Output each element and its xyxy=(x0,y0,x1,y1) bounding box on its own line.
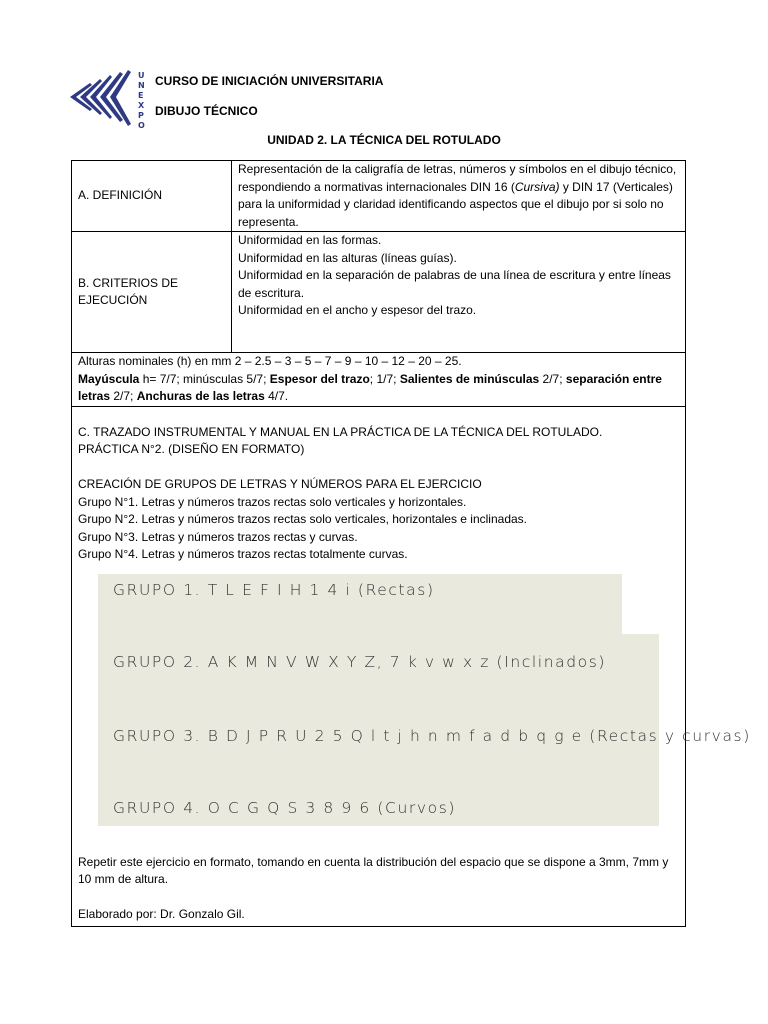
course-title: CURSO DE INICIACIÓN UNIVERSITARIA xyxy=(155,74,384,88)
repeat-instructions: Repetir este ejercicio en formato, tomando en cuenta la distribución del espacio que se dispone a 3mm, 7mm y 10 mm de altura. xyxy=(78,854,669,886)
practice-cell xyxy=(72,406,751,926)
lettering-group-3: GRUPO 3. B D J P R U 2 5 Q l t j h n m f a d b q g e (Rectas y curvas) xyxy=(113,726,751,745)
author-credit: Elaborado por: Dr. Gonzalo Gil. xyxy=(78,907,245,921)
logo-letter-e: E xyxy=(138,91,144,100)
proportion-part: 4/7. xyxy=(264,389,289,403)
group-description: Grupo N°3. Letras y números trazos rectas y curvas. xyxy=(78,529,358,544)
group-description: Grupo N°4. Letras y números trazos rectas totalmente curvas. xyxy=(78,547,408,561)
proportions-line xyxy=(78,371,679,406)
practice-row xyxy=(72,406,686,926)
proportion-part: Salientes de minúsculas xyxy=(399,371,540,386)
proportion-part: 2/7; xyxy=(539,371,566,386)
heights-row xyxy=(72,353,686,407)
criteria-row xyxy=(72,232,686,353)
unexpo-logo xyxy=(68,70,148,130)
proportion-part: 2/7; xyxy=(110,389,137,403)
logo-letter-n: N xyxy=(138,81,145,90)
practice-title: C. TRAZADO INSTRUMENTAL Y MANUAL EN LA PRÁCTICA DE LA TÉCNICA DEL ROTULADO. xyxy=(78,424,603,439)
heights-cell xyxy=(72,353,686,407)
lettering-group-4: GRUPO 4. O C G Q S 3 8 9 6 (Curvos) xyxy=(113,798,457,817)
practice-subtitle: PRÁCTICA N°2. (DISEÑO EN FORMATO) xyxy=(78,442,305,456)
logo-letter-p: P xyxy=(138,111,144,120)
criteria-label: B. CRITERIOS DE EJECUCIÓN xyxy=(72,232,232,353)
unit-title: UNIDAD 2. LA TÉCNICA DEL ROTULADO xyxy=(267,133,501,147)
proportion-part: Anchuras de las letras xyxy=(136,389,265,403)
proportion-part: ; 1/7; xyxy=(369,371,400,386)
definition-text-part: y DIN 17 (Verticales) para la uniformidad y claridad identificando aspectos que el dibujo por si solo no representa. xyxy=(238,179,673,229)
heights-line: Alturas nominales (h) en mm 2 – 2.5 – 3 – 5 – 7 – 9 – 10 – 12 – 20 – 25. xyxy=(78,354,462,368)
logo-letter-x: X xyxy=(138,101,145,110)
logo-letter-o: O xyxy=(138,121,145,130)
lettering-group-1: GRUPO 1. T L E F I H 1 4 i (Rectas) xyxy=(113,580,435,599)
proportion-part: h= 7/7; minúsculas 5/7; xyxy=(139,371,270,386)
definition-text-part: Representación de la caligrafía de letras, números y símbolos en el dibujo técnico, respondiendo a normativas internacionales DIN 16 ( xyxy=(238,162,677,194)
content-table xyxy=(71,160,751,927)
criteria-item: Uniformidad en la separación de palabras de una línea de escritura y entre líneas de escritura. xyxy=(238,268,671,300)
lettering-group-2: GRUPO 2. A K M N V W X Y Z, 7 k v w x z (Inclinados) xyxy=(113,652,607,671)
definition-row xyxy=(72,161,686,232)
criteria-item: Uniformidad en las alturas (líneas guías). xyxy=(238,250,457,265)
group-description: Grupo N°2. Letras y números trazos rectas solo verticales, horizontales e inclinadas. xyxy=(78,512,528,526)
proportion-part: Espesor del trazo xyxy=(269,371,370,386)
logo-letter-u: U xyxy=(138,71,145,80)
creation-title: CREACIÓN DE GRUPOS DE LETRAS Y NÚMEROS PARA EL EJERCICIO xyxy=(78,477,482,491)
definition-label: A. DEFINICIÓN xyxy=(72,161,232,232)
proportion-part: separación entre letras xyxy=(78,371,662,403)
lettering-panel xyxy=(78,574,751,844)
criteria-item: Uniformidad en las formas. xyxy=(238,233,382,247)
criteria-list xyxy=(232,232,686,353)
definition-italic: Cursiva) xyxy=(514,179,560,194)
proportion-part: Mayúscula xyxy=(78,371,140,386)
criteria-item: Uniformidad en el ancho y espesor del trazo. xyxy=(238,303,477,317)
subject-title: DIBUJO TÉCNICO xyxy=(155,104,258,118)
group-description: Grupo N°1. Letras y números trazos rectas solo verticales y horizontales. xyxy=(78,494,467,509)
definition-text xyxy=(232,161,686,232)
